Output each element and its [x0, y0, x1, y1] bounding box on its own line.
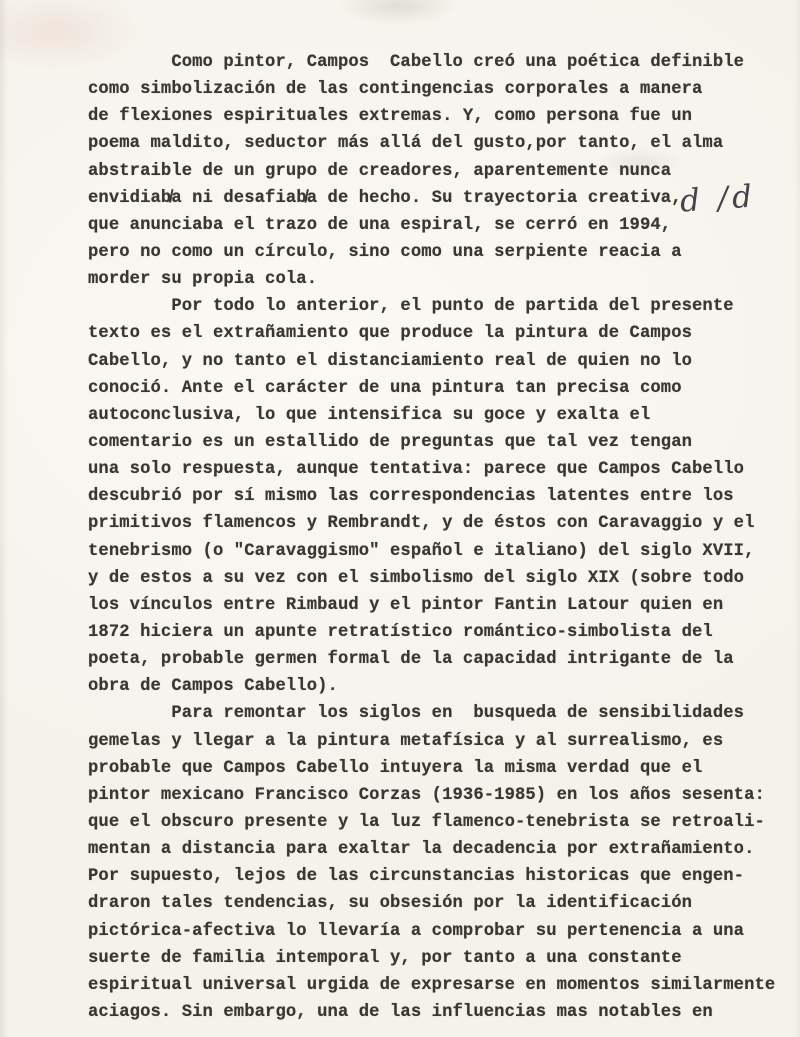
text-line: poema maldito, seductor más allá del gusto,por tanto, el alma [88, 134, 724, 154]
text-line: abstraible de un grupo de creadores, aparentemente nunca [88, 161, 672, 181]
text-line: comentario es un estallido de preguntas que tal vez tengan [88, 432, 693, 452]
text-line: tenebrismo (o "Caravaggismo" español e italiano) del siglo XVII, [88, 541, 755, 561]
text-line: envidiab̸a ni desafiab̸a de hecho. Su trayectoria creativa, [88, 188, 682, 208]
text-line: autoconclusiva, lo que intensifica su goce y exalta el [88, 405, 651, 425]
text-line: que anunciaba el trazo de una espiral, se cerró en 1994, [88, 215, 672, 235]
text-line: Por todo lo anterior, el punto de partida del presente [88, 297, 734, 317]
text-line: que el obscuro presente y la luz flamenco-tenebrista se retroali- [88, 812, 765, 832]
text-line: mentan a distancia para exaltar la decadencia por extrañamiento. [88, 840, 755, 860]
text-line: los vínculos entre Rimbaud y el pintor Fantin Latour quien en [88, 595, 724, 615]
typewritten-text-block [88, 49, 775, 1026]
text-line: pintor mexicano Francisco Corzas (1936-1985) en los años sesenta: [88, 785, 765, 805]
text-line: probable que Campos Cabello intuyera la misma verdad que el [88, 758, 703, 778]
text-line: conoció. Ante el carácter de una pintura tan precisa como [88, 378, 682, 398]
text-line: como simbolización de las contingencias corporales a manera [88, 80, 703, 100]
text-line: Para remontar los siglos en busqueda de sensibilidades [88, 704, 745, 724]
text-line: pero no como un círculo, sino como una serpiente reacia a [88, 242, 682, 262]
text-line: espiritual universal urgida de expresarse en momentos similarmente [88, 975, 776, 995]
text-line: primitivos flamencos y Rembrandt, y de éstos con Caravaggio y el [88, 514, 755, 534]
handwritten-margin-note: d /d [678, 178, 758, 220]
text-line: descubrió por sí mismo las correspondencias latentes entre los [88, 487, 734, 507]
text-line: morder su propia cola. [88, 270, 318, 290]
text-line: aciagos. Sin embargo, una de las influencias mas notables en [88, 1002, 713, 1022]
text-line: poeta, probable germen formal de la capacidad intrigante de la [88, 650, 734, 670]
text-line: gemelas y llegar a la pintura metafísica y al surrealismo, es [88, 731, 724, 751]
text-line: Cabello, y no tanto el distanciamiento real de quien no lo [88, 351, 693, 371]
text-line: una solo respuesta, aunque tentativa: parece que Campos Cabello [88, 460, 745, 480]
text-line: obra de Campos Cabello). [88, 677, 338, 697]
text-line: y de estos a su vez con el simbolismo del siglo XIX (sobre todo [88, 568, 745, 588]
text-line: draron tales tendencias, su obsesión por la identificación [88, 894, 693, 914]
text-line: texto es el extrañamiento que produce la pintura de Campos [88, 324, 693, 344]
text-line: Como pintor, Campos Cabello creó una poética definible [88, 53, 745, 72]
text-line: de flexiones espirituales extremas. Y, como persona fue un [88, 107, 693, 127]
text-line: pictórica-afectiva lo llevaría a comprobar su pertenencia a una [88, 921, 745, 941]
text-line: 1872 hiciera un apunte retratístico romántico-simbolista del [88, 622, 713, 642]
text-line: Por supuesto, lejos de las circunstancias historicas que engen- [88, 867, 745, 887]
text-line: suerte de familia intemporal y, por tanto a una constante [88, 948, 682, 968]
